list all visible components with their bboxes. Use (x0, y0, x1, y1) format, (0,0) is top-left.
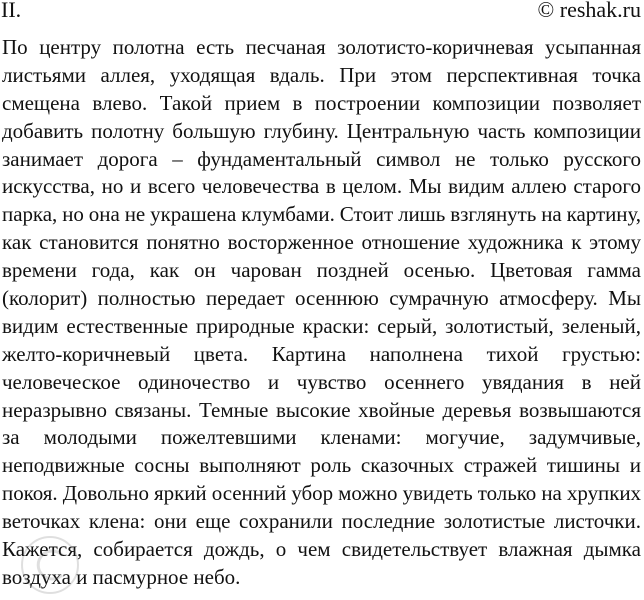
text-line: видим естественные природные краски: серый, золотистый, зеленый, (2, 313, 641, 338)
text-line: за молодыми пожелтевшими кленами: могучие, задумчивые, (2, 425, 641, 450)
text-line: воздуха и пасмурное небо. (2, 564, 241, 589)
text-line: времени года, как он чарован поздней осенью. Цветовая гамма (2, 258, 641, 283)
text-line: парка, но она не украшена клумбами. Стоит лишь взглянуть на картину, (2, 202, 641, 227)
text-line: (колорит) полностью передает осеннюю сумрачную атмосферу. Мы (2, 286, 641, 311)
text-line: занимает дорога – фундаментальный символ не только русского (2, 146, 641, 171)
text-line: неразрывно связаны. Темные высокие хвойные деревья возвышаются (2, 397, 641, 422)
text-line: По центру полотна есть песчаная золотисто-коричневая усыпанная (2, 35, 641, 59)
text-line: человеческое одиночество и чувство осеннего увядания в ней (2, 369, 641, 394)
text-line: неподвижные сосны выполняют роль сказочных стражей тишины и (2, 453, 641, 478)
text-line: смещена влево. Такой прием в построении композиции позволяет (2, 90, 641, 115)
text-line: листьями аллея, уходящая вдаль. При этом перспективная точка (2, 62, 641, 87)
essay-paragraph (2, 34, 641, 592)
text-line: добавить полотну большую глубину. Центральную часть композиции (2, 118, 641, 143)
text-line: как становится понятно восторженное отношение художника к этому (2, 230, 641, 255)
text-line: желто-коричневый цвета. Картина наполнена тихой грустью: (2, 341, 641, 366)
text-line: веточках клена: они еще сохранили последние золотистые листочки. (2, 509, 641, 534)
text-line: искусства, но и всего человечества в целом. Мы видим аллею старого (2, 174, 641, 199)
section-number: II. (1, 0, 22, 22)
text-line: покоя. Довольно яркий осенний убор можно увидеть только на хрупких (2, 481, 641, 506)
site-mark: © reshak.ru (537, 0, 641, 22)
text-line: Кажется, собирается дождь, о чем свидетельствует влажная дымка (2, 537, 641, 562)
